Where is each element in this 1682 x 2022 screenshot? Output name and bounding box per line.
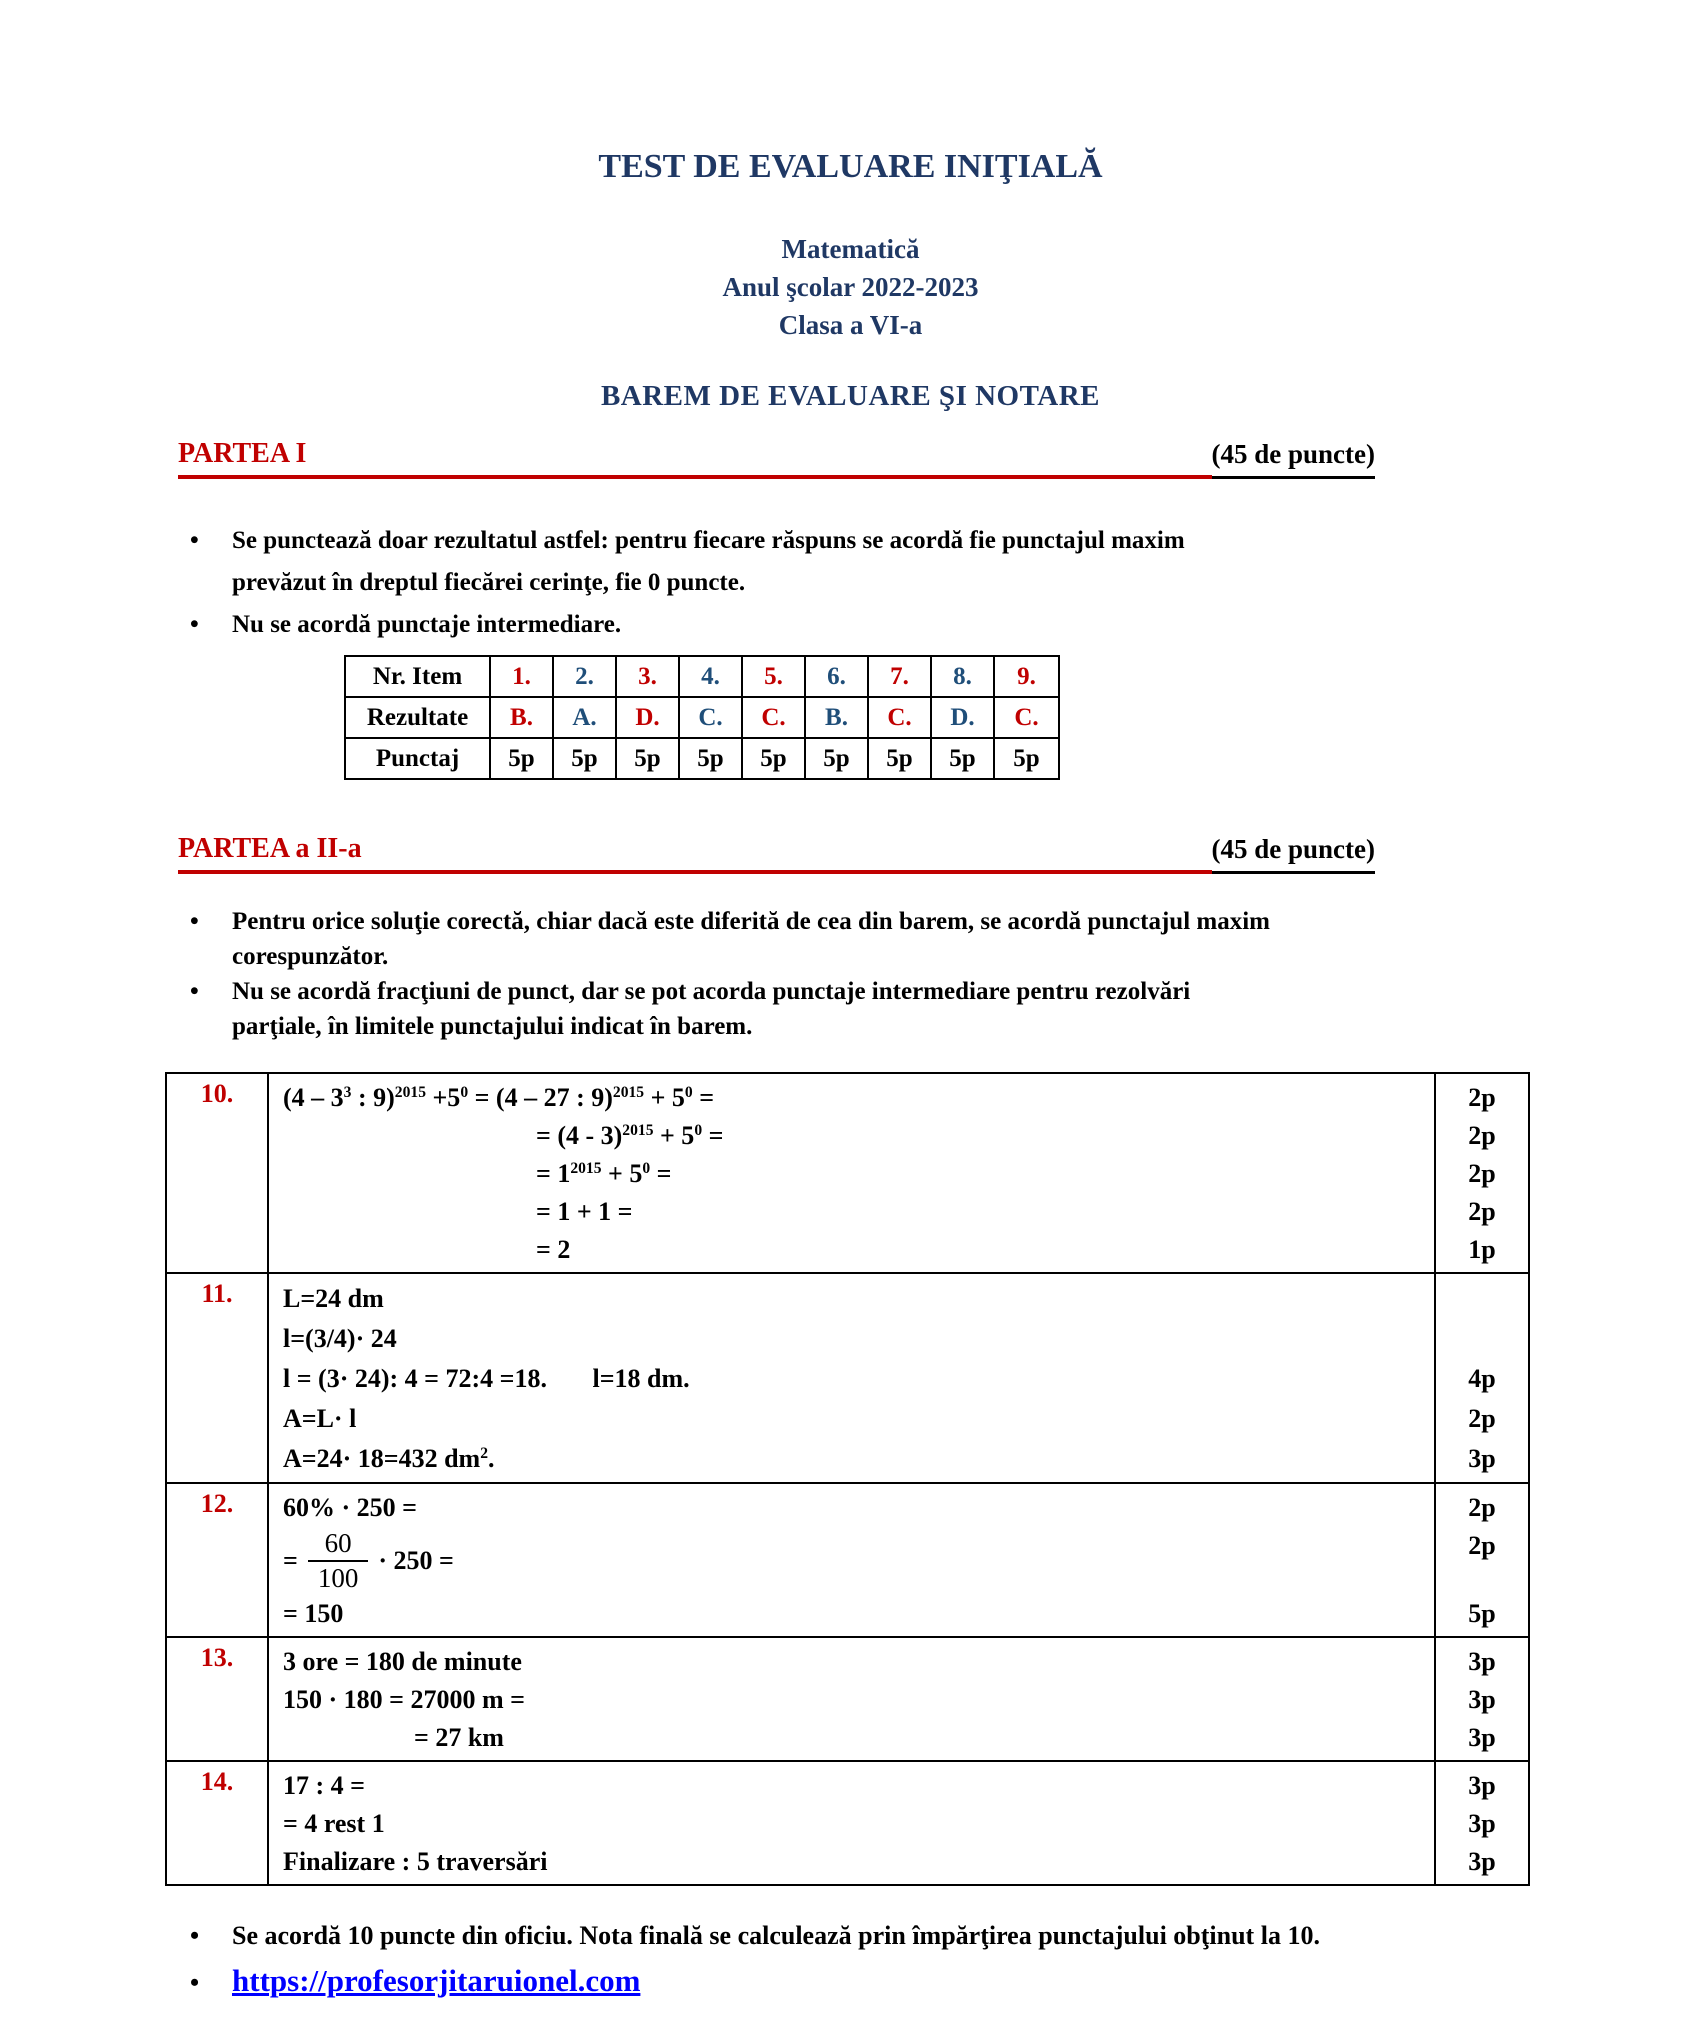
points-value: 2p bbox=[1468, 1404, 1496, 1433]
points-value: 5p bbox=[743, 739, 806, 778]
rule-line: • Nu se acordă punctaje intermediare. bbox=[232, 611, 622, 638]
row-header: Nr. Item bbox=[346, 657, 491, 698]
points-value: 3p bbox=[1468, 1847, 1496, 1876]
points-value: 5p bbox=[932, 739, 995, 778]
problem-number: 12. bbox=[167, 1484, 269, 1636]
solution-line: ($4 - 3^3$ : $9)^{2015} +5^0 = (4 - 27$ : $9)^{2015} + 5^0$ = bbox=[283, 1083, 715, 1112]
points-value: 2p bbox=[1468, 1197, 1496, 1226]
table-row-12 bbox=[167, 1484, 1528, 1638]
item-number: 1. bbox=[491, 657, 554, 698]
answer-value: D. bbox=[617, 698, 680, 739]
points-value: 3p bbox=[1468, 1771, 1496, 1800]
rule-line: • Pentru orice soluţie corectă, chiar dacă este diferită de cea din barem, se acordă punctajul maxim bbox=[232, 908, 1271, 935]
school-year-heading: Anul şcolar 2022-2023 bbox=[722, 272, 979, 302]
problem-number: 14. bbox=[167, 1762, 269, 1884]
points-value: 3p bbox=[1468, 1685, 1496, 1714]
website-link[interactable]: https://profesorjitaruionel.com bbox=[232, 1963, 641, 1998]
answer-value: C. bbox=[680, 698, 743, 739]
answer-value: C. bbox=[995, 698, 1058, 739]
answer-value: C. bbox=[743, 698, 806, 739]
points-value: 3p bbox=[1468, 1647, 1496, 1676]
points-value: 2p bbox=[1468, 1531, 1496, 1560]
points-value: 1p bbox=[1468, 1235, 1496, 1264]
oficiu-note: • Se acordă 10 puncte din oficiu. Nota finală se calculează prin împărţirea punctajului obţinut la 10. bbox=[232, 1921, 1320, 1950]
subject-heading: Matematică bbox=[781, 234, 920, 264]
rule-line: • Se punctează doar rezultatul astfel: pentru fiecare răspuns se acordă fie punctajul maxim bbox=[232, 527, 1185, 554]
part2-heading-row bbox=[178, 833, 1375, 874]
solution-line: 3 ore = 180 de minute bbox=[283, 1647, 522, 1676]
list-item bbox=[178, 1960, 1598, 2002]
points-value: 5p bbox=[1468, 1599, 1496, 1628]
footer-list bbox=[178, 1918, 1598, 2002]
points-value: 5p bbox=[680, 739, 743, 778]
part2-heading: PARTEA a II-a bbox=[178, 833, 1212, 874]
fraction-prefix: = bbox=[283, 1546, 298, 1575]
solutions-table bbox=[165, 1072, 1530, 1886]
solution-line: A=24· 18=432 $dm^2$. bbox=[283, 1444, 495, 1473]
points-value: 5p bbox=[1013, 745, 1040, 772]
fraction bbox=[308, 1528, 369, 1594]
rule-line: prevăzut în dreptul fiecărei cerinţe, fie 0 puncte. bbox=[232, 569, 746, 596]
table-row-10 bbox=[167, 1074, 1528, 1274]
solution-line: Finalizare : 5 traversări bbox=[283, 1847, 548, 1876]
item-number: 5. bbox=[743, 657, 806, 698]
item-number: 3. bbox=[617, 657, 680, 698]
points-value: 2p bbox=[1468, 1159, 1496, 1188]
list-item bbox=[178, 520, 1438, 604]
solution-line: = 2 bbox=[536, 1235, 571, 1264]
points-value: 5p bbox=[554, 739, 617, 778]
points-value: 4p bbox=[1468, 1364, 1496, 1393]
points-value: 5p bbox=[806, 739, 869, 778]
answer-value: B. bbox=[806, 698, 869, 739]
rule-line: parţiale, în limitele punctajului indicat în barem. bbox=[232, 1013, 753, 1040]
part1-heading: PARTEA I bbox=[178, 438, 1212, 479]
table-row-11 bbox=[167, 1274, 1528, 1484]
fraction-denominator: 100 bbox=[308, 1560, 369, 1594]
part2-points-label: (45 de puncte) bbox=[1212, 834, 1376, 874]
table-row-14 bbox=[167, 1762, 1528, 1884]
points-value: 3p bbox=[1468, 1444, 1496, 1473]
points-value: 2p bbox=[1468, 1083, 1496, 1112]
part2-rules-list bbox=[178, 904, 1438, 1044]
solution-line: 150 · 180 = 27000 m = bbox=[283, 1685, 525, 1714]
table-row-13 bbox=[167, 1638, 1528, 1762]
answer-value: D. bbox=[932, 698, 995, 739]
answer-value: B. bbox=[491, 698, 554, 739]
rule-line: corespunzător. bbox=[232, 943, 389, 970]
solution-line: = 150 bbox=[283, 1599, 344, 1628]
barem-heading: BAREM DE EVALUARE ŞI NOTARE bbox=[600, 380, 1101, 412]
item-number: 2. bbox=[554, 657, 617, 698]
solution-line: 17 : 4 = bbox=[283, 1771, 365, 1800]
solution-line: = $(4 - 3)^{2015} + 5^0$ = bbox=[536, 1121, 724, 1150]
row-header: Rezultate bbox=[346, 698, 491, 739]
solution-line: l=(3/4)· 24 bbox=[283, 1324, 397, 1353]
problem-number: 10. bbox=[167, 1074, 269, 1272]
solution-line: = 27 km bbox=[414, 1723, 504, 1752]
list-item bbox=[178, 604, 1438, 646]
item-number: 9. bbox=[995, 657, 1058, 698]
solution-line: = 4 rest 1 bbox=[283, 1809, 385, 1838]
rule-line: • Nu se acordă fracţiuni de punct, dar se pot acorda punctaje intermediare pentru rezolvări bbox=[232, 978, 1191, 1005]
item-number: 6. bbox=[806, 657, 869, 698]
list-item bbox=[178, 974, 1438, 1044]
list-item bbox=[178, 1918, 1598, 1954]
fraction-suffix: · 250 = bbox=[378, 1546, 454, 1575]
fraction-numerator: 60 bbox=[324, 1528, 352, 1558]
problem-number: 11. bbox=[167, 1274, 269, 1482]
points-value: 3p bbox=[1468, 1809, 1496, 1838]
row-header: Punctaj bbox=[346, 739, 491, 778]
points-value: 5p bbox=[491, 739, 554, 778]
points-value: 2p bbox=[1468, 1493, 1496, 1522]
solution-line: = 1 + 1 = bbox=[536, 1197, 633, 1226]
part1-rules-list bbox=[178, 520, 1438, 646]
points-value: 3p bbox=[1468, 1723, 1496, 1752]
answers-table bbox=[344, 655, 1060, 780]
list-item bbox=[178, 904, 1438, 974]
points-value: 2p bbox=[1468, 1121, 1496, 1150]
answer-value: A. bbox=[554, 698, 617, 739]
solution-line: A=L· l bbox=[283, 1404, 357, 1433]
points-value: 5p bbox=[617, 739, 680, 778]
item-number: 8. bbox=[932, 657, 995, 698]
item-number: 4. bbox=[680, 657, 743, 698]
solution-line: l = (3· 24): 4 = 72:4 =18. l=18 dm. bbox=[283, 1364, 690, 1393]
grade-heading: Clasa a VI-a bbox=[778, 310, 923, 340]
solution-line: L=24 dm bbox=[283, 1284, 384, 1313]
points-value: 5p bbox=[869, 739, 932, 778]
part1-points-label: (45 de puncte) bbox=[1212, 439, 1376, 479]
solution-line: = $1^{2015} + 5^0$ = bbox=[536, 1159, 672, 1188]
item-number: 7. bbox=[869, 657, 932, 698]
part1-heading-row bbox=[178, 438, 1375, 479]
problem-number: 13. bbox=[167, 1638, 269, 1760]
solution-line: 60% · 250 = bbox=[283, 1493, 417, 1522]
answer-value: C. bbox=[869, 698, 932, 739]
solution-line bbox=[283, 1527, 1428, 1595]
page-title: TEST DE EVALUARE INIŢIALĂ bbox=[598, 148, 1103, 185]
